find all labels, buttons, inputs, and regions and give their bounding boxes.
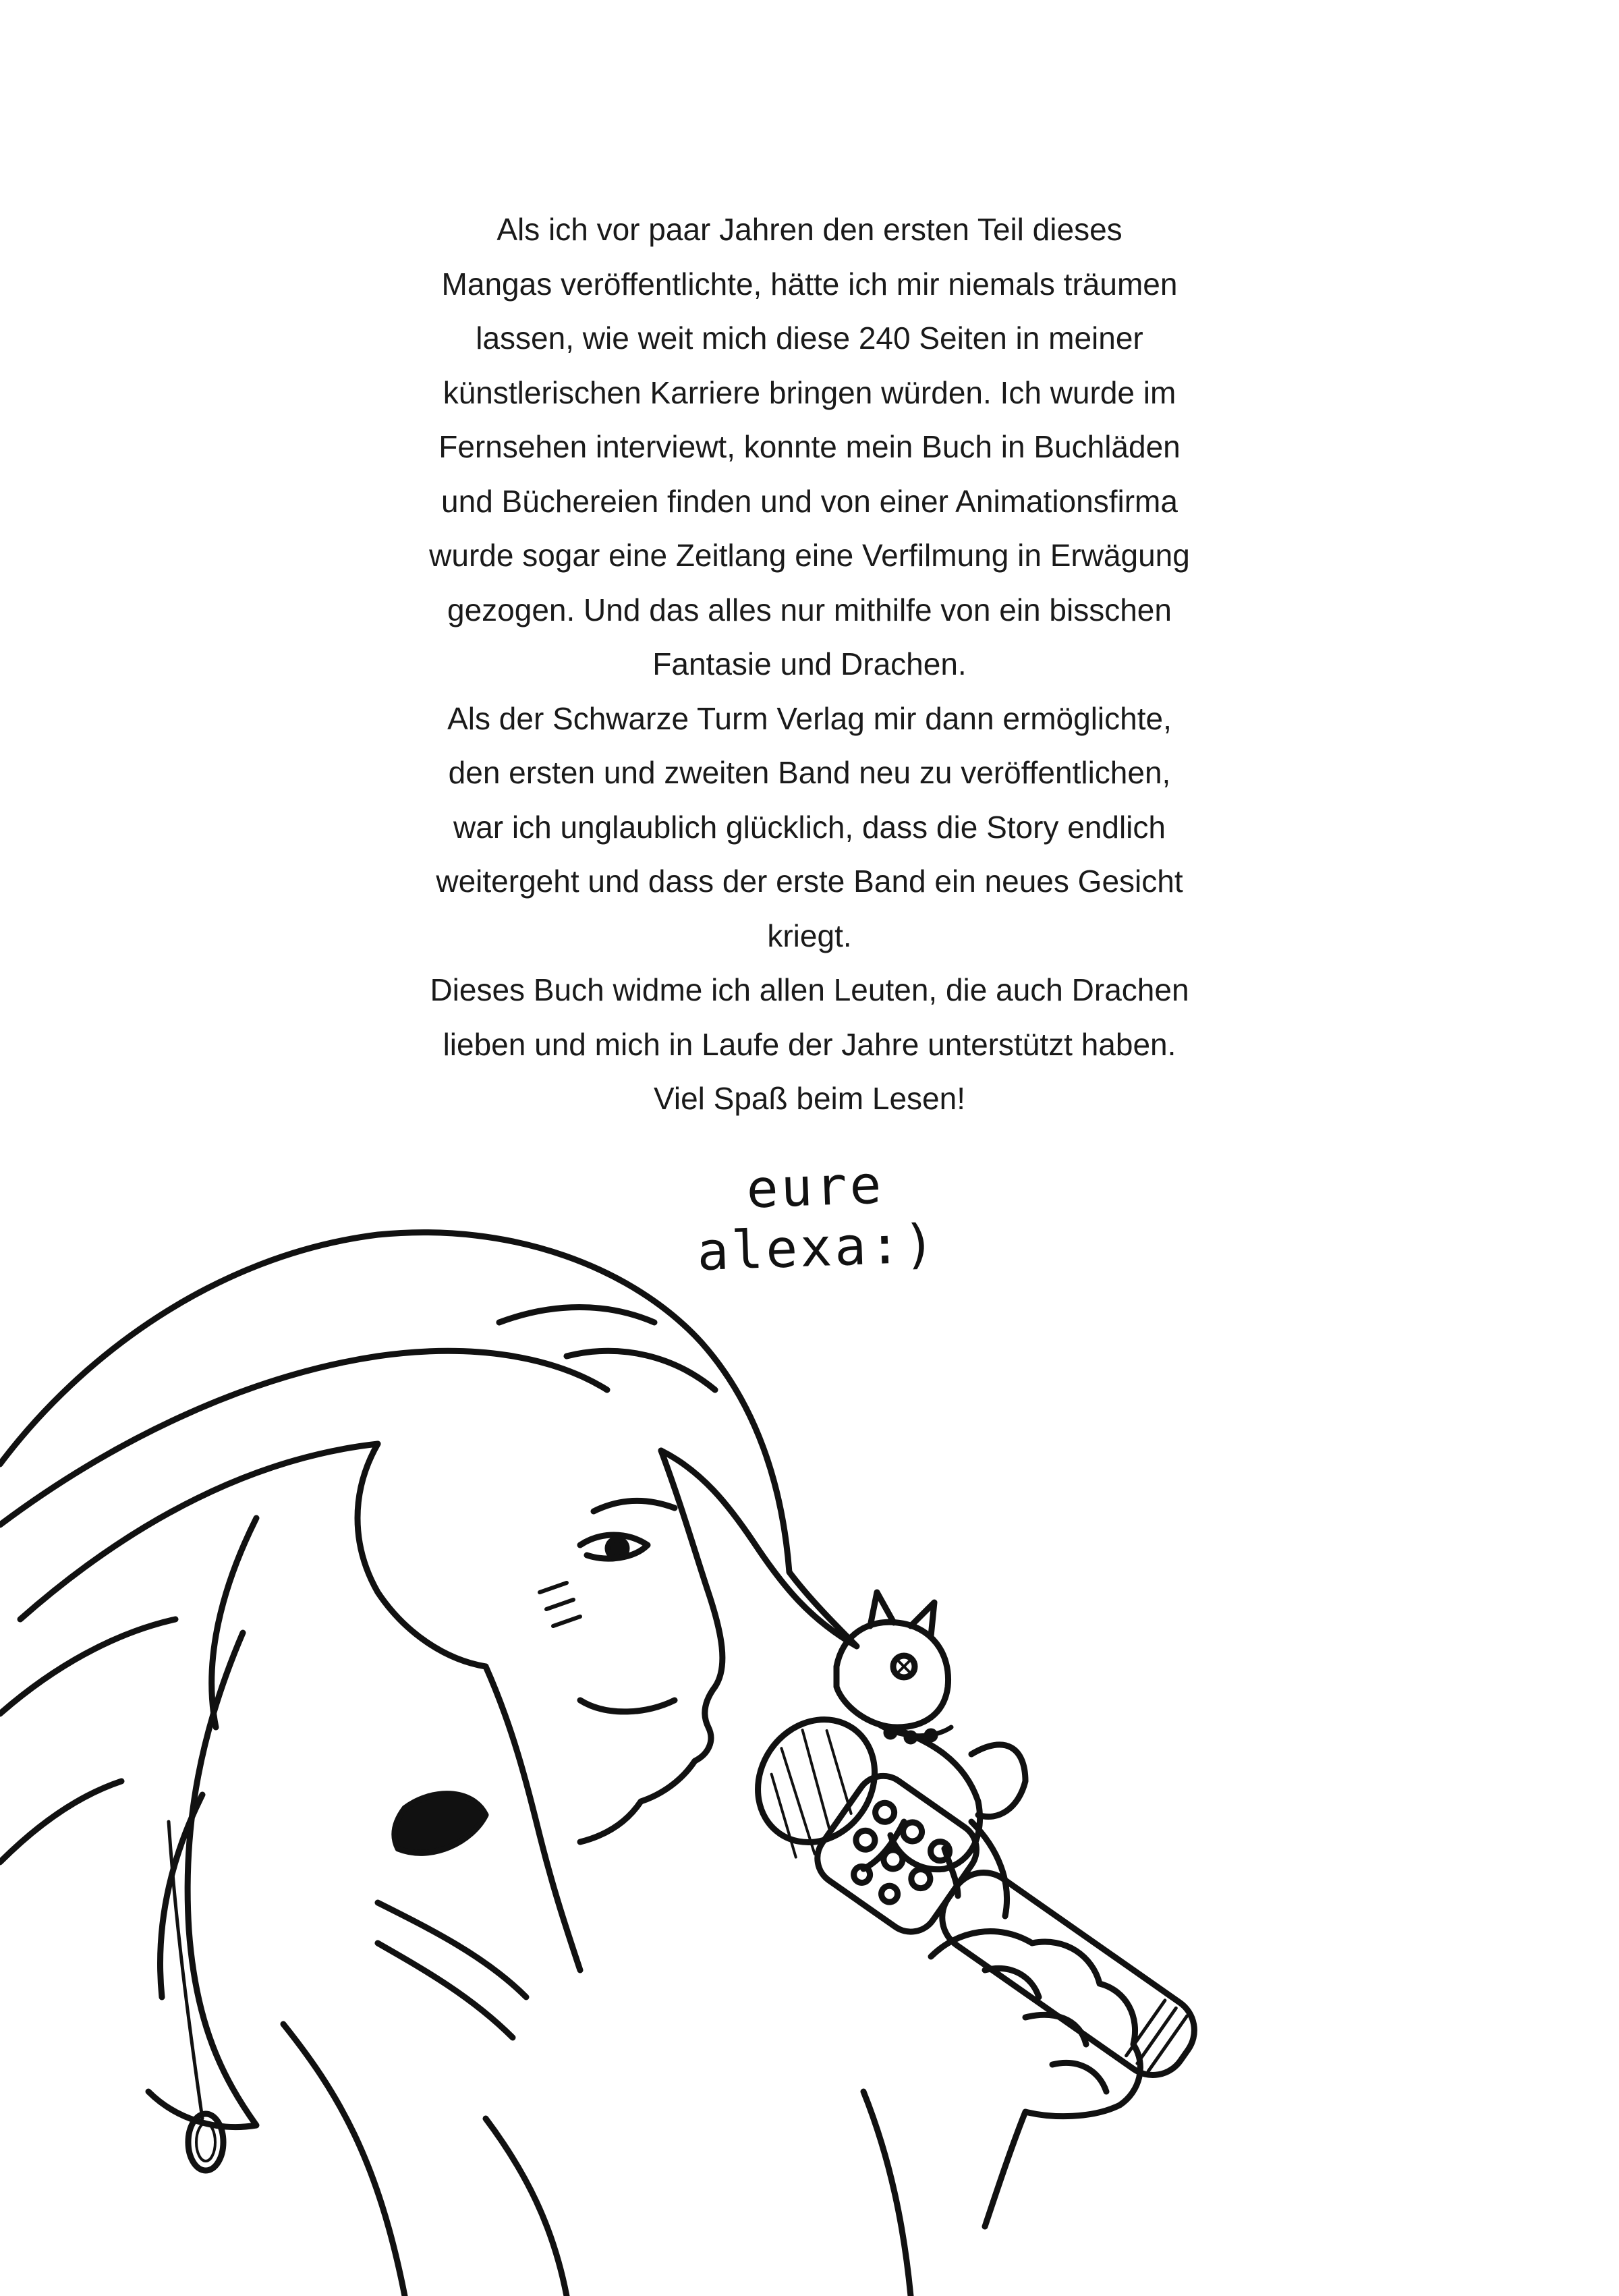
shoulder bbox=[283, 2024, 405, 2296]
singer-with-microphone-and-dragon-illustration bbox=[0, 1201, 1619, 2296]
dedication-line: Dieses Buch widme ich allen Leuten, die auch Drachen bbox=[430, 972, 1189, 1007]
hair-strand bbox=[0, 1351, 607, 1525]
arm bbox=[863, 2092, 911, 2296]
dedication-line: Fantasie und Drachen. bbox=[652, 646, 967, 681]
microphone-handle bbox=[929, 1859, 1208, 2088]
hair-side bbox=[148, 1633, 256, 2127]
dedication-line: und Büchereien finden und von einer Animationsfirma bbox=[441, 483, 1178, 519]
dedication-line: weitergeht und dass der erste Band ein neues Gesicht bbox=[436, 864, 1183, 899]
hair-strand bbox=[0, 1781, 121, 1862]
mic-button bbox=[852, 1827, 878, 1853]
dedication-line: Viel Spaß beim Lesen! bbox=[654, 1081, 965, 1116]
dedication-line: Als ich vor paar Jahren den ersten Teil dieses bbox=[496, 212, 1123, 247]
dedication-line: wurde sogar eine Zeitlang eine Verfilmung in Erwägung bbox=[429, 538, 1190, 573]
mic-button bbox=[878, 1882, 901, 1905]
microphone bbox=[729, 1697, 1229, 2105]
hair-strand bbox=[358, 1444, 486, 1667]
neck-lines bbox=[378, 1903, 526, 2038]
eyebrow bbox=[594, 1501, 675, 1511]
dedication-line: lieben und mich in Laufe der Jahre unterstützt haben. bbox=[443, 1026, 1176, 1062]
dragon-mascot bbox=[836, 1592, 1025, 1916]
dedication-text bbox=[270, 202, 1349, 1126]
cheek-blush bbox=[540, 1583, 580, 1626]
mouth bbox=[395, 1794, 486, 1853]
jaw bbox=[486, 1667, 580, 1970]
dedication-line: gezogen. Und das alles nur mithilfe von ein bisschen bbox=[447, 592, 1172, 627]
hair-strand bbox=[567, 1351, 715, 1390]
mic-button bbox=[872, 1799, 898, 1826]
smile bbox=[580, 1700, 675, 1712]
dedication-line: war ich unglaublich glücklich, dass die Story endlich bbox=[453, 809, 1166, 845]
eye-pupil bbox=[608, 1539, 627, 1558]
dedication-line: Als der Schwarze Turm Verlag mir dann ermöglichte, bbox=[447, 700, 1172, 736]
signature: eure alexa:) bbox=[695, 1154, 939, 1283]
dedication-line: lassen, wie weit mich diese 240 Seiten in meiner bbox=[476, 320, 1143, 356]
dedication-line: Fernsehen interviewt, konnte mein Buch in Buchläden bbox=[438, 429, 1181, 464]
dedication-line: künstlerischen Karriere bringen würden. Ich wurde im bbox=[443, 374, 1176, 410]
hand bbox=[931, 1932, 1140, 2227]
dedication-line: Mangas veröffentlichte, hätte ich mir niemals träumen bbox=[441, 266, 1178, 302]
body-outline bbox=[486, 2119, 567, 2296]
finger bbox=[1025, 2015, 1086, 2044]
dragon-body bbox=[890, 1727, 980, 1870]
hair-strand bbox=[0, 1619, 175, 1714]
hair-strand bbox=[499, 1308, 654, 1323]
finger bbox=[1052, 2063, 1106, 2092]
hair-strand bbox=[20, 1444, 378, 1619]
dedication-line: den ersten und zweiten Band neu zu veröffentlichen, bbox=[448, 755, 1171, 790]
dedication-line: kriegt. bbox=[767, 918, 852, 953]
